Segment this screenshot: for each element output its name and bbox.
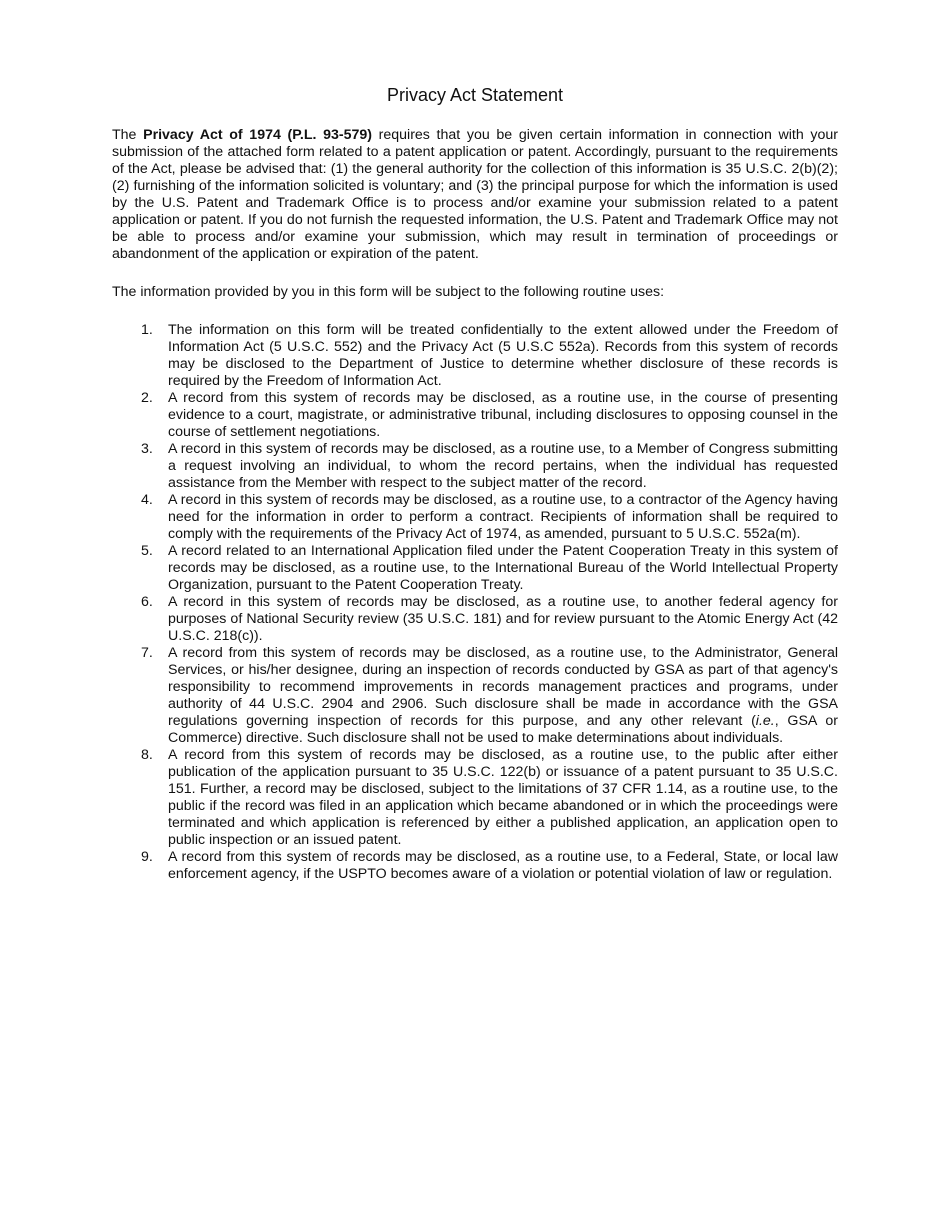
intro-post: requires that you be given certain information in connection with your submission of the attached form related to a patent application or patent. Accordingly, pursuant to the requirements of the Act, please be advised that: (1) the general authority for the collection of this information is 35 U.S.C. 2(b)(2); (2) furnishing of the information solicited is voluntary; and (3) the principal purpose for which the information is used by the U.S. Patent and Trademark Office is to process and/or examine your submission related to a patent application or patent. If you do not furnish the requested information, the U.S. Patent and Trademark Office may not be able to process and/or examine your submission, which may result in termination of proceedings or abandonment of the application or expiration of the patent. [112,127,838,262]
list-item-number: 4. [141,492,153,508]
intro-pre: The [112,127,144,143]
list-item-text [168,645,838,746]
list-item-text: A record in this system of records may be disclosed, as a routine use, to a Member of Congress submitting a request involving an individual, to whom the record pertains, when the individual has requested assistance from the Member with respect to the subject matter of the record. [168,441,838,491]
intro-paragraph [112,127,838,263]
list-item [112,492,838,543]
list-item-text-part: , GSA or Commerce) directive. Such disclosure shall not be used to make determinations about individuals. [168,713,838,746]
list-item-text: A record from this system of records may be disclosed, as a routine use, to a Federal, State, or local law enforcement agency, if the USPTO becomes aware of a violation or potential violation of law or regulation. [168,849,838,882]
list-item-text: A record from this system of records may be disclosed, as a routine use, to the public after either publication of the application pursuant to 35 U.S.C. 122(b) or issuance of a patent pursuant to 35 U.S.C. 151. Further, a record may be disclosed, subject to the limitations of 37 CFR 1.14, as a routine use, to the public if the record was filed in an application which became abandoned or in which the proceedings were terminated and which application is referenced by either a published application, an application open to public inspection or an issued patent. [168,747,838,848]
list-item [112,747,838,849]
list-item [112,645,838,747]
list-item-number: 7. [141,645,153,661]
list-item-number: 9. [141,849,153,865]
list-item-number: 2. [141,390,153,406]
list-item [112,390,838,441]
list-item [112,543,838,594]
page-title: Privacy Act Statement [386,85,564,105]
list-item-text: The information on this form will be treated confidentially to the extent allowed under the Freedom of Information Act (5 U.S.C. 552) and the Privacy Act (5 U.S.C 552a). Records from this system of records may be disclosed to the Department of Justice to determine whether disclosure of these records is required by the Freedom of Information Act. [168,322,838,389]
list-item [112,322,838,390]
list-item-number: 3. [141,441,153,457]
list-item-number: 8. [141,747,153,763]
list-item [112,849,838,883]
list-item [112,594,838,645]
list-item-text: A record in this system of records may be disclosed, as a routine use, to a contractor of the Agency having need for the information in order to perform a contract. Recipients of information shall be required to comply with the requirements of the Privacy Act of 1974, as amended, pursuant to 5 U.S.C. 552a(m). [168,492,838,542]
list-item [112,441,838,492]
list-item-number: 5. [141,543,153,559]
list-item-italic-ie: i.e. [755,713,775,729]
routine-uses-list [112,322,838,883]
list-item-text: A record from this system of records may be disclosed, as a routine use, in the course of presenting evidence to a court, magistrate, or administrative tribunal, including disclosures to opposing counsel in the course of settlement negotiations. [168,390,838,440]
list-item-text: A record in this system of records may be disclosed, as a routine use, to another federal agency for purposes of National Security review (35 U.S.C. 181) and for review pursuant to the Atomic Energy Act (42 U.S.C. 218(c)). [168,594,838,644]
list-item-text: A record related to an International Application filed under the Patent Cooperation Treaty in this system of records may be disclosed, as a routine use, to the International Bureau of the World Intellectual Property Organization, pursuant to the Patent Cooperation Treaty. [168,543,838,593]
intro-act-name: Privacy Act of 1974 (P.L. 93-579) [143,127,372,143]
list-item-number: 6. [141,594,153,610]
routine-uses-lead: The information provided by you in this form will be subject to the following routine uses: [112,284,665,300]
list-item-number: 1. [141,322,153,338]
list-item-text-part: A record from this system of records may be disclosed, as a routine use, to the Administrator, General Services, or his/her designee, during an inspection of records conducted by GSA as part of that agency's responsibility to recommend improvements in records management practices and programs, under authority of 44 U.S.C. 2904 and 2906. Such disclosure shall be made in accordance with the GSA regulations governing inspection of records for this purpose, and any other relevant ( [168,645,838,729]
